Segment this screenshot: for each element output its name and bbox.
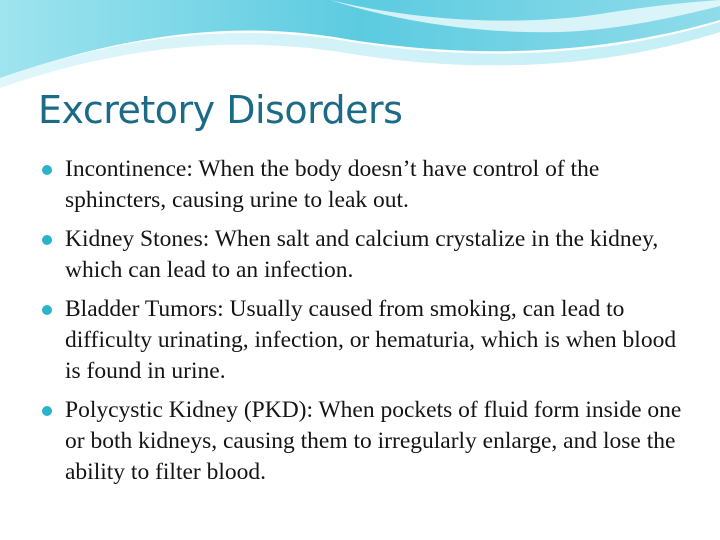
bullet-item-bladder-tumors: [42, 294, 692, 387]
header-wave-decoration: [0, 0, 720, 95]
bullet-icon: [42, 305, 52, 315]
bullet-text: Incontinence: When the body doesn’t have control of the sphincters, causing urine to leak out.: [65, 156, 600, 213]
bullet-item-incontinence: [42, 154, 692, 216]
bullet-icon: [42, 165, 52, 175]
bullet-item-polycystic-kidney: [42, 395, 692, 488]
bullet-item-kidney-stones: [42, 224, 692, 286]
bullet-icon: [42, 235, 52, 245]
bullet-icon: [42, 406, 52, 416]
bullet-text: Bladder Tumors: Usually caused from smoking, can lead to difficulty urinating, infection, or hematuria, which is when blood is found in urine.: [65, 296, 677, 384]
slide-title: Excretory Disorders: [38, 88, 403, 132]
bullet-text: Kidney Stones: When salt and calcium crystalize in the kidney, which can lead to an infection.: [65, 226, 659, 283]
bullet-list: [42, 154, 692, 496]
bullet-text: Polycystic Kidney (PKD): When pockets of fluid form inside one or both kidneys, causing them to irregularly enlarge, and lose the ability to filter blood.: [65, 397, 682, 485]
